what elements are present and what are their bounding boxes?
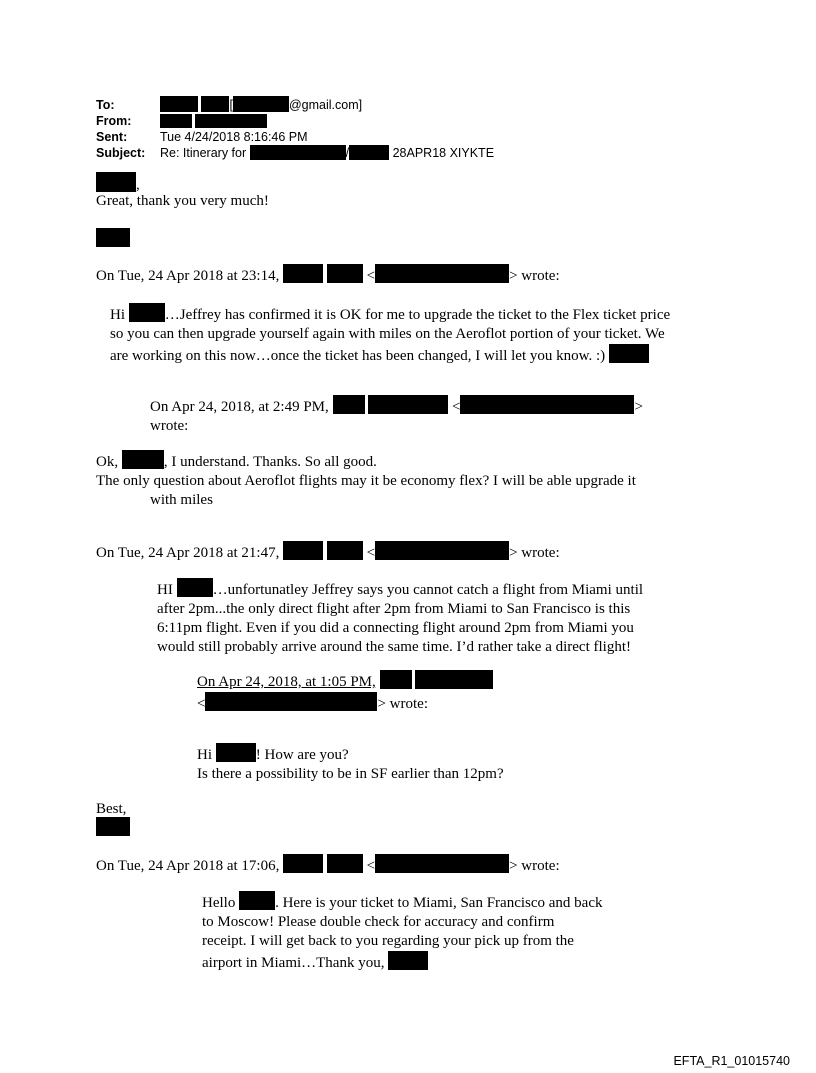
redaction (96, 172, 136, 192)
subject-row (96, 145, 494, 161)
redaction (233, 96, 289, 112)
quote-body: Hello . Here is your ticket to Miami, San Francisco and back to Moscow! Please double check for accuracy and confirm receipt. I will get back to you regarding your pick up from the airport in Miami…Thank you, (202, 891, 603, 973)
redaction (122, 450, 164, 469)
email-header (96, 96, 494, 161)
redaction (349, 145, 389, 160)
redaction (195, 114, 267, 128)
redaction (283, 541, 323, 560)
quote-attribution: On Tue, 24 Apr 2018 at 21:47, < > wrote: (96, 541, 560, 563)
redaction (375, 264, 509, 283)
redaction (327, 854, 363, 873)
from-row (96, 113, 494, 129)
redaction (283, 264, 323, 283)
redaction (250, 145, 346, 160)
subject-label: Subject: (96, 146, 146, 160)
redaction (96, 817, 130, 836)
quote-attribution: On Apr 24, 2018, at 1:05 PM, < > wrote: (197, 670, 493, 714)
quote-attribution: On Apr 24, 2018, at 2:49 PM, < > wrote: (150, 395, 643, 436)
redaction (609, 344, 649, 363)
redaction (205, 692, 377, 711)
redaction (160, 114, 192, 128)
redaction (177, 578, 213, 597)
subject-suffix: 28APR18 XIYKTE (392, 146, 495, 160)
redaction (388, 951, 428, 970)
redaction (327, 264, 363, 283)
quote-body: HI …unfortunatley Jeffrey says you cannot catch a flight from Miami until after 2pm...the only direct flight after 2pm from Miami to San Francisco is this 6:11pm flight. Even if you did a connecting flight around 2pm from Miami you would still probably arrive around the same time. I’d rather take a direct flight! (157, 578, 643, 657)
from-label: From: (96, 114, 132, 128)
redaction (96, 228, 130, 247)
reply-greeting: , (96, 172, 140, 195)
subject-prefix: Re: Itinerary for (160, 146, 247, 160)
redaction (368, 395, 448, 414)
sent-label: Sent: (96, 130, 128, 144)
redaction (239, 891, 275, 910)
reply-body: Great, thank you very much! (96, 193, 269, 209)
sent-value: Tue 4/24/2018 8:16:46 PM (160, 130, 308, 144)
document-id: EFTA_R1_01015740 (673, 1054, 790, 1068)
redaction (415, 670, 493, 689)
quote-attribution: On Tue, 24 Apr 2018 at 17:06, < > wrote: (96, 854, 560, 876)
redaction (160, 96, 198, 112)
sent-row (96, 129, 494, 145)
redaction (380, 670, 412, 689)
redaction (327, 541, 363, 560)
quote-body: Hi ! How are you? Is there a possibility to be in SF earlier than 12pm? (197, 743, 504, 784)
redaction (460, 395, 634, 414)
to-bracket: [ (229, 98, 233, 112)
redaction (283, 854, 323, 873)
subject-slash: / (345, 146, 350, 160)
message-body: Ok, , I understand. Thanks. So all good. The only question about Aeroflot flights may it be economy flex? I will be able upgrade it with miles (96, 450, 636, 510)
redaction (216, 743, 256, 762)
redaction (375, 854, 509, 873)
quote-body: Hi …Jeffrey has confirmed it is OK for me to upgrade the ticket to the Flex ticket price so you can then upgrade yourself again with miles on the Aeroflot portion of your ticket. We are working on this now…once the ticket has been changed, I will let you know. :) (110, 303, 670, 366)
to-label: To: (96, 98, 115, 112)
redaction (333, 395, 365, 414)
redaction (129, 303, 165, 322)
redaction (201, 96, 229, 112)
redaction (375, 541, 509, 560)
quote-attribution: On Tue, 24 Apr 2018 at 23:14, < > wrote: (96, 264, 560, 286)
to-row (96, 96, 494, 113)
signoff: Best, (96, 801, 127, 817)
to-email-tail: @gmail.com] (288, 98, 363, 112)
